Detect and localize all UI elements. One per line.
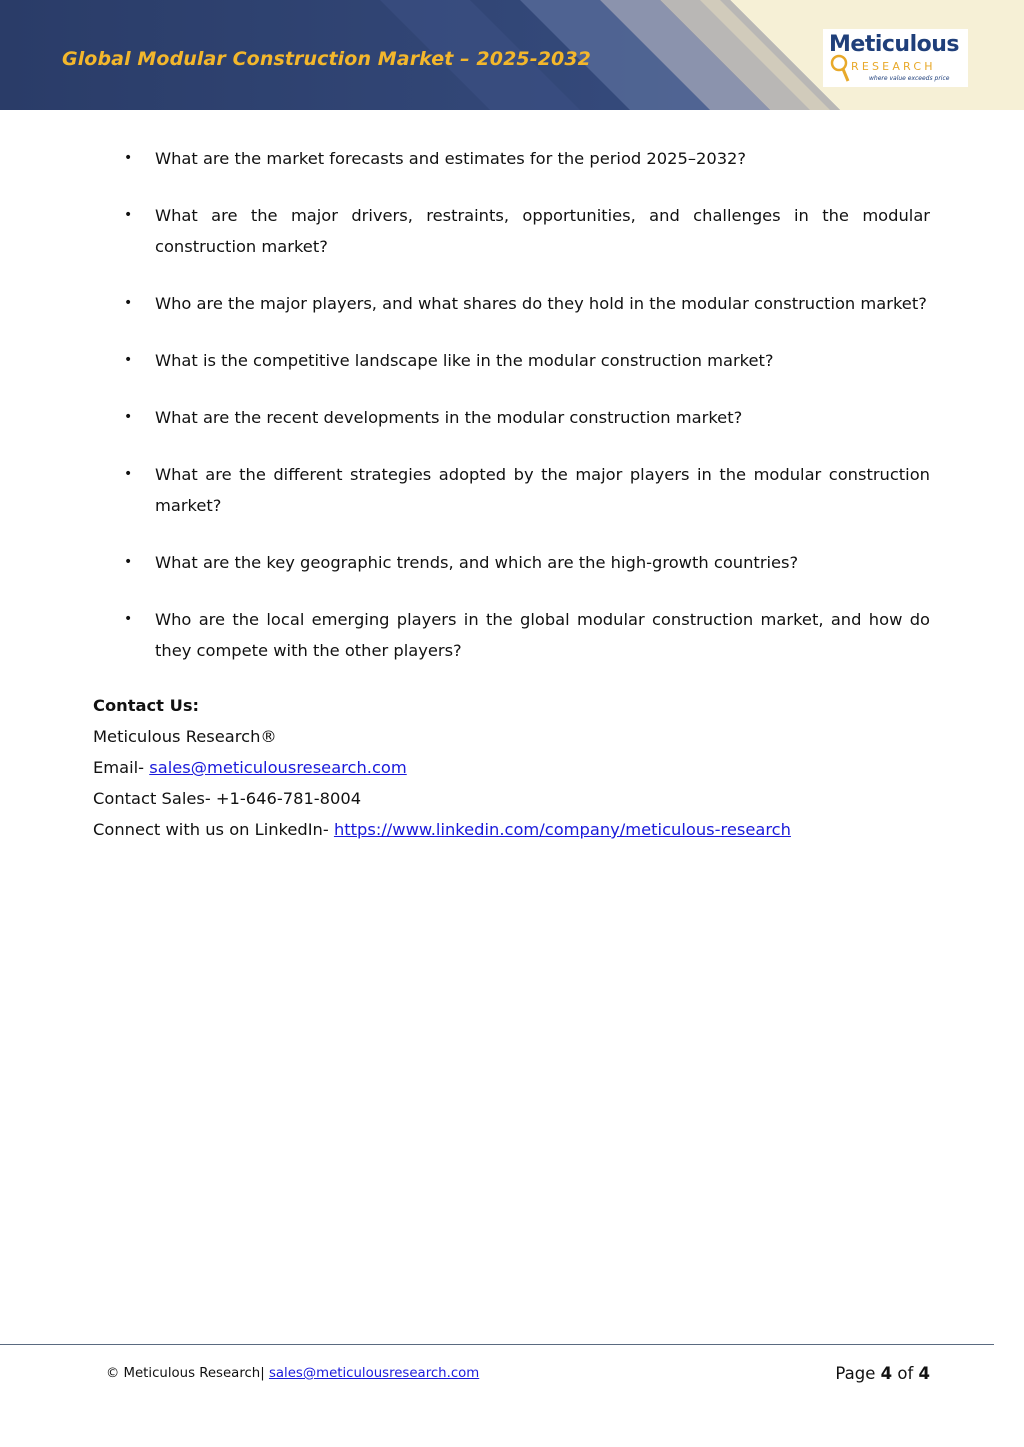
footer-divider bbox=[0, 1344, 994, 1345]
bullet-icon: • bbox=[124, 150, 133, 166]
logo-tagline: where value exceeds price bbox=[869, 75, 950, 82]
footer-copyright: © Meticulous Research| sales@meticulousresearch.com bbox=[106, 1366, 480, 1381]
contact-heading: Contact Us: bbox=[93, 696, 200, 715]
key-questions-list bbox=[93, 143, 930, 666]
list-item: • What are the different strategies adopted by the major players in the modular construction market? bbox=[93, 459, 930, 521]
contact-section bbox=[93, 690, 930, 845]
bullet-icon: • bbox=[124, 409, 133, 425]
list-item: • What are the major drivers, restraints, opportunities, and challenges in the modular construction market? bbox=[93, 200, 930, 262]
list-item: • Who are the major players, and what shares do they hold in the modular construction market? bbox=[93, 288, 930, 319]
bullet-icon: • bbox=[124, 611, 133, 627]
bullet-icon: • bbox=[124, 466, 133, 482]
sales-phone: Contact Sales- +1-646-781-8004 bbox=[93, 789, 362, 808]
list-item: • Who are the local emerging players in the global modular construction market, and how do they compete with the other players? bbox=[93, 604, 930, 666]
list-item: • What are the key geographic trends, and which are the high-growth countries? bbox=[93, 547, 930, 578]
logo-research-text: RESEARCH bbox=[851, 60, 936, 73]
bullet-icon: • bbox=[124, 554, 133, 570]
email-link[interactable]: sales@meticulousresearch.com bbox=[149, 758, 407, 777]
page-content bbox=[93, 143, 930, 845]
report-title: Global Modular Construction Market – 2025-2032 bbox=[62, 48, 591, 70]
footer-email-link[interactable]: sales@meticulousresearch.com bbox=[268, 1366, 480, 1381]
logo-wordmark: Meticulous bbox=[829, 32, 959, 57]
list-item: • What is the competitive landscape like in the modular construction market? bbox=[93, 345, 930, 376]
bullet-icon: • bbox=[124, 207, 133, 223]
header-banner bbox=[0, 0, 1024, 110]
company-name: Meticulous Research® bbox=[93, 727, 277, 746]
meticulous-research-logo bbox=[823, 29, 968, 87]
linkedin-link[interactable]: https://www.linkedin.com/company/meticulous-research bbox=[333, 820, 791, 839]
page-number: Page 4 of 4 bbox=[835, 1364, 930, 1383]
magnifier-icon bbox=[830, 54, 850, 84]
email-line: Email- sales@meticulousresearch.com bbox=[93, 758, 407, 777]
list-item: • What are the market forecasts and estimates for the period 2025–2032? bbox=[93, 143, 930, 174]
list-item: • What are the recent developments in the modular construction market? bbox=[93, 402, 930, 433]
bullet-icon: • bbox=[124, 295, 133, 311]
linkedin-line: Connect with us on LinkedIn- https://www.linkedin.com/company/meticulous-research bbox=[93, 820, 791, 839]
bullet-icon: • bbox=[124, 352, 133, 368]
